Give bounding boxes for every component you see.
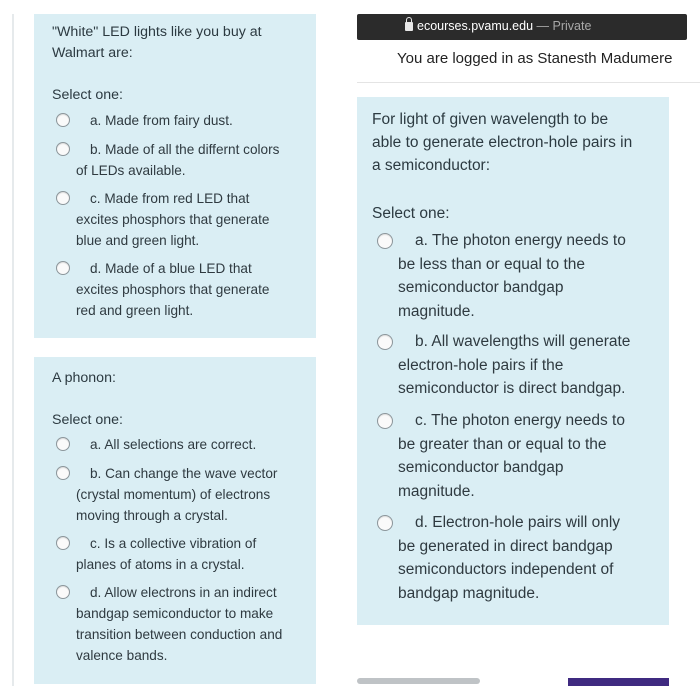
radio-q1-c[interactable] [56, 191, 70, 205]
option-text: a. Made from fairy dust. [90, 113, 233, 128]
option-text: b. Can change the wave vector [90, 466, 278, 481]
option-text: semiconductor bandgap [398, 459, 564, 476]
option-q3-d[interactable] [398, 511, 620, 605]
option-q1-b[interactable] [76, 139, 279, 181]
option-text: excites phosphors that generate [76, 282, 270, 297]
option-text: moving through a crystal. [76, 508, 228, 523]
option-text: electron-hole pairs if the [398, 356, 564, 374]
option-text: be generated in direct bandgap [398, 537, 613, 555]
option-q3-b[interactable] [398, 330, 630, 401]
option-text: c. Is a collective vibration of [90, 536, 257, 551]
radio-q1-d[interactable] [56, 261, 70, 275]
option-text: b. Made of all the differnt colors [90, 142, 280, 157]
option-q1-c[interactable] [76, 188, 269, 251]
header-divider [357, 82, 700, 83]
url-domain: ecourses.pvamu.edu [417, 19, 534, 33]
option-q2-c[interactable] [76, 533, 256, 575]
option-text: semiconductors independent of [398, 561, 614, 578]
accent-bar [568, 678, 669, 686]
question-line: "White" LED lights like you buy at [52, 24, 262, 40]
question-line: A phonon: [52, 370, 116, 386]
radio-q2-d[interactable] [56, 585, 70, 599]
option-q2-b[interactable] [76, 463, 277, 526]
private-mode-label: Private [552, 19, 592, 33]
right-screenshot-pane [357, 0, 700, 700]
question-text-wavelength [372, 108, 632, 177]
logged-in-text: You are logged in as Stanesth Madumere [397, 50, 673, 67]
option-q2-a[interactable] [76, 434, 256, 455]
question-line: For light of given wavelength to be [372, 111, 609, 128]
option-text: bandgap semiconductor to make [76, 606, 274, 621]
option-q3-a[interactable] [398, 229, 626, 323]
option-text: of LEDs available. [76, 163, 186, 178]
question-line: a semiconductor: [372, 157, 491, 174]
question-text-led [52, 22, 262, 64]
option-text: (crystal momentum) of electrons [76, 487, 271, 502]
option-q1-d[interactable] [76, 258, 269, 321]
option-text: magnitude. [398, 302, 475, 320]
option-text: be less than or equal to the [398, 255, 585, 273]
option-text: semiconductor is direct bandgap. [398, 380, 626, 397]
option-text: planes of atoms in a crystal. [76, 557, 245, 572]
question-line: able to generate electron-hole pairs in [372, 134, 633, 151]
select-one-label: Select one: [52, 87, 123, 103]
option-q1-a[interactable] [76, 110, 233, 131]
option-q3-c[interactable] [398, 409, 625, 503]
question-text-phonon [52, 368, 116, 389]
url-separator: — [533, 19, 553, 33]
option-q2-d[interactable] [76, 582, 282, 666]
radio-q3-a[interactable] [377, 233, 393, 249]
scroll-indicator [357, 678, 480, 684]
radio-q2-b[interactable] [56, 466, 70, 480]
option-text: bandgap magnitude. [398, 584, 540, 602]
radio-q2-c[interactable] [56, 536, 70, 550]
option-text: d. Allow electrons in an indirect [90, 585, 277, 600]
option-text: valence bands. [76, 648, 168, 663]
option-text: d. Made of a blue LED that [90, 261, 252, 276]
radio-q1-a[interactable] [56, 113, 70, 127]
browser-url-bar[interactable] [357, 14, 687, 40]
radio-q3-b[interactable] [377, 334, 393, 350]
option-text: be greater than or equal to the [398, 435, 607, 453]
lock-icon [405, 22, 413, 31]
option-text: b. All wavelengths will generate [415, 333, 631, 350]
select-one-label: Select one: [52, 412, 123, 428]
option-text: a. All selections are correct. [90, 437, 257, 452]
option-text: a. The photon energy needs to [415, 232, 626, 249]
radio-q1-b[interactable] [56, 142, 70, 156]
url-text [405, 19, 591, 33]
option-text: c. Made from red LED that [90, 191, 250, 206]
option-text: transition between conduction and [76, 627, 283, 642]
radio-q3-d[interactable] [377, 515, 393, 531]
radio-q2-a[interactable] [56, 437, 70, 451]
option-text: semiconductor bandgap [398, 279, 564, 296]
status-strip [357, 0, 700, 14]
select-one-label: Select one: [372, 205, 450, 222]
option-text: d. Electron-hole pairs will only [415, 514, 621, 531]
option-text: red and green light. [76, 303, 194, 318]
option-text: magnitude. [398, 482, 475, 500]
option-text: c. The photon energy needs to [415, 412, 625, 429]
question-line: Walmart are: [52, 45, 133, 61]
option-text: blue and green light. [76, 233, 200, 248]
radio-q3-c[interactable] [377, 413, 393, 429]
option-text: excites phosphors that generate [76, 212, 270, 227]
left-edge-divider [12, 14, 14, 686]
